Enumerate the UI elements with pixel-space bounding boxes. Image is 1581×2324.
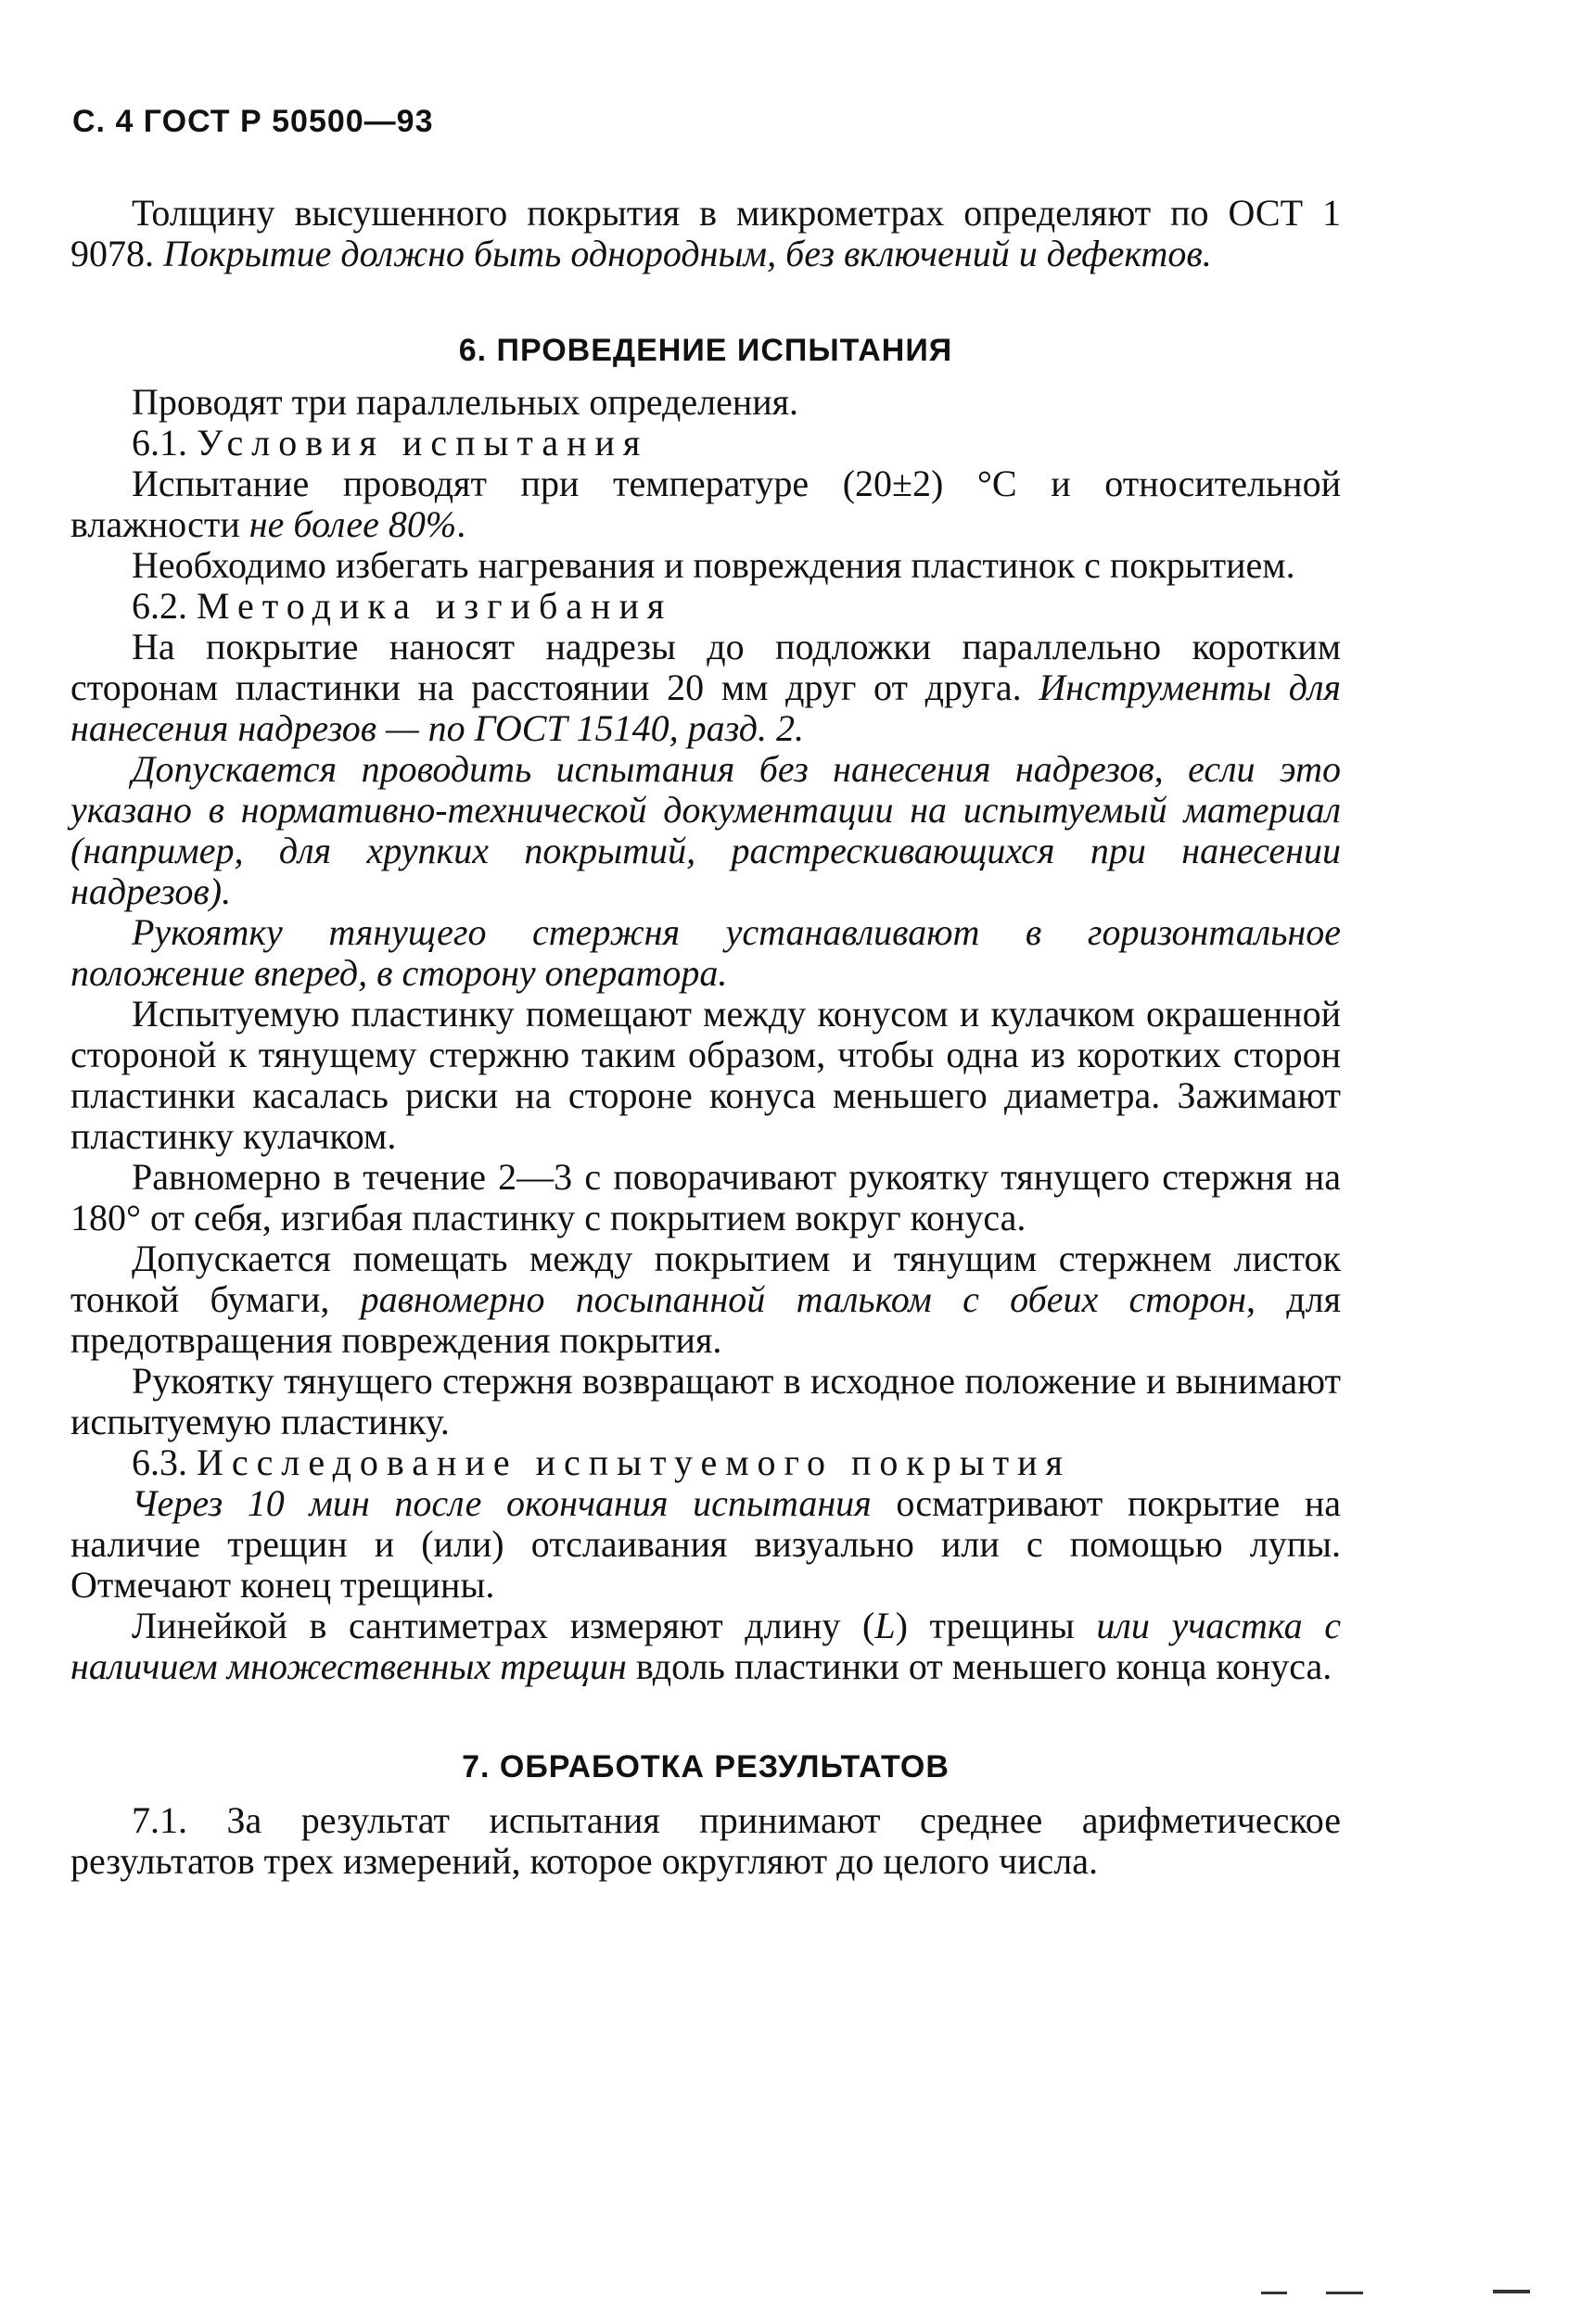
s6-p1: Проводят три параллельных определения. (132, 381, 799, 423)
s6-p4 (70, 627, 1341, 749)
scan-mark (1261, 2292, 1287, 2294)
document-body (70, 193, 1341, 1882)
page-header: С. 4 ГОСТ Р 50500—93 (72, 104, 434, 139)
s6-p3: Необходимо избегать нагревания и повреждения пластинок с покрытием. (132, 544, 1295, 586)
s6-p8: Равномерно в течение 2—3 с поворачивают рукоятку тянущего стержня на 180° от себя, изгибая пластинку с покрытием вокруг конуса. (70, 1156, 1341, 1238)
s6-p12 (70, 1606, 1341, 1687)
subsection-6-2 (70, 586, 1341, 627)
section-6-title: 6. ПРОВЕДЕНИЕ ИСПЫТАНИЯ (458, 333, 953, 368)
s6-p9-b: , для предотвращения повреждения покрытия. (70, 1278, 1341, 1361)
s6-p11 (70, 1483, 1341, 1606)
s6-p9 (70, 1238, 1341, 1361)
s6-p10: Рукоятку тянущего стержня возвращают в исходное положение и вынимают испытуемую пластинку. (70, 1360, 1341, 1442)
s6-p2-italic: не более 80% (249, 503, 457, 545)
s6-p5: Допускается проводить испытания без нанесения надрезов, если это указано в нормативно-технической документации на испытуемый материал (например, для хрупких покрытий, растрескивающихся при нанесении надрезов). (70, 748, 1341, 912)
scan-mark (1326, 2292, 1363, 2294)
intro-italic: Покрытие должно быть однородным, без включений и дефектов. (163, 233, 1212, 274)
s7-p1: 7.1. За результат испытания принимают среднее арифметическое результатов трех измерений, которое округляют до целого числа. (70, 1799, 1341, 1882)
s6-p11-italic: Через 10 мин после окончания испытания (132, 1482, 872, 1524)
subsection-6-1 (70, 423, 1341, 464)
s6-p2-text: Испытание проводят при температуре (20±2) °С и относительной влажности (70, 463, 1341, 545)
subsection-6-1-title: Условия испытания (197, 422, 649, 464)
s6-p7: Испытуемую пластинку помещают между конусом и кулачком окрашенной стороной к тянущему стержню таким образом, чтобы одна из коротких сторон пластинки касалась риски на стороне конуса меньшего диаметра. Зажимают пластинку кулачком. (70, 993, 1341, 1157)
section-7-title: 7. ОБРАБОТКА РЕЗУЛЬТАТОВ (462, 1749, 950, 1784)
s6-p12-italic: или участка с наличием множественных трещин (70, 1605, 1342, 1687)
subsection-6-3-number: 6.3. (132, 1441, 197, 1483)
s6-p12-b: ) трещины (895, 1605, 1097, 1646)
s6-p11-text: осматривают покрытие на наличие трещин и (или) отслаивания визуально или с помощью лупы. Отмечают конец трещины. (70, 1482, 1341, 1606)
subsection-6-3-title: Исследование испытуемого покрытия (197, 1441, 1071, 1483)
scan-mark (1493, 2290, 1530, 2293)
s6-p4-text: На покрытие наносят надрезы до подложки параллельно коротким сторонам пластинки на расстоянии 20 мм друг от друга. (70, 626, 1341, 708)
s6-p12-a: Линейкой в сантиметрах измеряют длину ( (132, 1605, 875, 1646)
subsection-6-1-number: 6.1. (132, 422, 197, 464)
s6-p6: Рукоятку тянущего стержня устанавливают в горизонтальное положение вперед, в сторону оператора. (70, 911, 1341, 994)
s6-p4-italic: Инструменты для нанесения надрезов — по ГОСТ 15140, разд. 2. (70, 667, 1341, 749)
s6-p9-a: Допускается помещать между покрытием и тянущим стержнем листок тонкой бумаги, (70, 1238, 1341, 1320)
intro-text: Толщину высушенного покрытия в микрометрах определяют по ОСТ 1 9078. (70, 192, 1341, 274)
intro-paragraph (70, 193, 1341, 274)
subsection-6-2-number: 6.2. (132, 585, 197, 627)
scan-marks (1261, 2282, 1539, 2301)
s6-p2 (70, 464, 1341, 545)
subsection-6-2-title: Методика изгибания (197, 585, 673, 627)
subsection-6-3 (70, 1442, 1341, 1483)
s6-p9-italic: равномерно посыпанной тальком с обеих сторон (360, 1278, 1246, 1320)
s6-p12-L: L (874, 1605, 896, 1646)
s6-p2-end: . (456, 503, 466, 545)
s6-p12-c: вдоль пластинки от меньшего конца конуса. (626, 1645, 1332, 1687)
